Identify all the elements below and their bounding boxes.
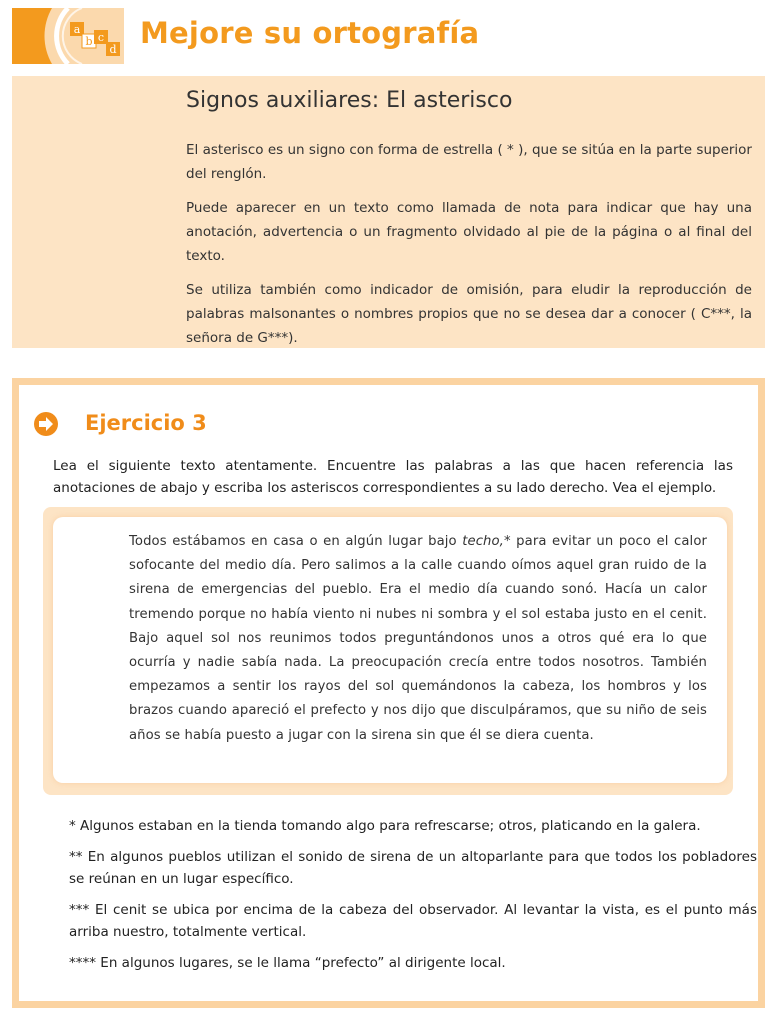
logo-letter-a: a: [73, 23, 81, 36]
exercise-title: Ejercicio 3: [85, 411, 207, 435]
info-paragraph: Se utiliza también como indicador de omisión, para eludir la reproducción de palabras malsonantes o nombres propios que no se desea dar a conocer ( C***, la señora de G***).: [186, 282, 752, 346]
story-before: Todos estábamos en casa o en algún lugar bajo: [129, 534, 463, 549]
reading-text: [129, 530, 707, 748]
abcd-logo: [12, 8, 124, 64]
arrow-right-icon: [33, 411, 59, 437]
reading-text-inner: [53, 517, 727, 783]
story-example-word: techo,*: [462, 534, 511, 549]
reading-text-box: [43, 507, 733, 795]
footnote: **** En algunos lugares, se le llama “prefecto” al dirigente local.: [69, 955, 506, 971]
exercise-frame: [12, 378, 765, 1008]
exercise-instructions: Lea el siguiente texto atentamente. Encuentre las palabras a las que hacen referencia las anotaciones de abajo y escriba los asteriscos correspondientes a su lado derecho. Vea el ejemplo.: [53, 458, 733, 496]
story-after: para evitar un poco el calor sofocante del medio día. Pero salimos a la calle cuando oímos aquel gran ruido de la sirena de emergencias del pueblo. Era el medio día cuando sonó. Hacía un calor tremendo porque no había viento ni nubes ni sombra y el sol estaba justo en el cenit. Bajo aquel sol nos reunimos todos preguntándonos unos a otros qué era lo que ocurría y nadie sabía nada. La preocupación crecía entre todos nosotros. También empezamos a sentir los rayos del sol quemándonos la cabeza, los hombros y los brazos cuando apareció el prefecto y nos dijo que disculpáramos, que su niño de seis años se había puesto a jugar con la sirena sin que él se diera cuenta.: [129, 534, 708, 743]
logo-letter-d: d: [109, 43, 117, 56]
footnotes: [69, 815, 757, 983]
info-panel: [12, 76, 765, 348]
footnote: *** El cenit se ubica por encima de la cabeza del observador. Al levantar la vista, es el punto más arriba nuestro, totalmente vertical.: [69, 902, 757, 940]
logo-letter-c: c: [97, 31, 105, 44]
footnote: * Algunos estaban en la tienda tomando algo para refrescarse; otros, platicando en la galera.: [69, 818, 701, 834]
info-paragraph: Puede aparecer en un texto como llamada de nota para indicar que hay una anotación, advertencia o un fragmento olvidado al pie de la página o al final del texto.: [186, 200, 752, 264]
footnote: ** En algunos pueblos utilizan el sonido de sirena de un altoparlante para que todos los pobladores se reúnan en un lugar específico.: [69, 849, 757, 887]
info-title: Signos auxiliares: El asterisco: [186, 88, 513, 113]
info-paragraph: El asterisco es un signo con forma de estrella ( * ), que se sitúa en la parte superior del renglón.: [186, 142, 752, 182]
logo-letter-b: b: [85, 35, 93, 48]
app-title: Mejore su ortografía: [140, 16, 480, 50]
info-body: [186, 138, 752, 360]
